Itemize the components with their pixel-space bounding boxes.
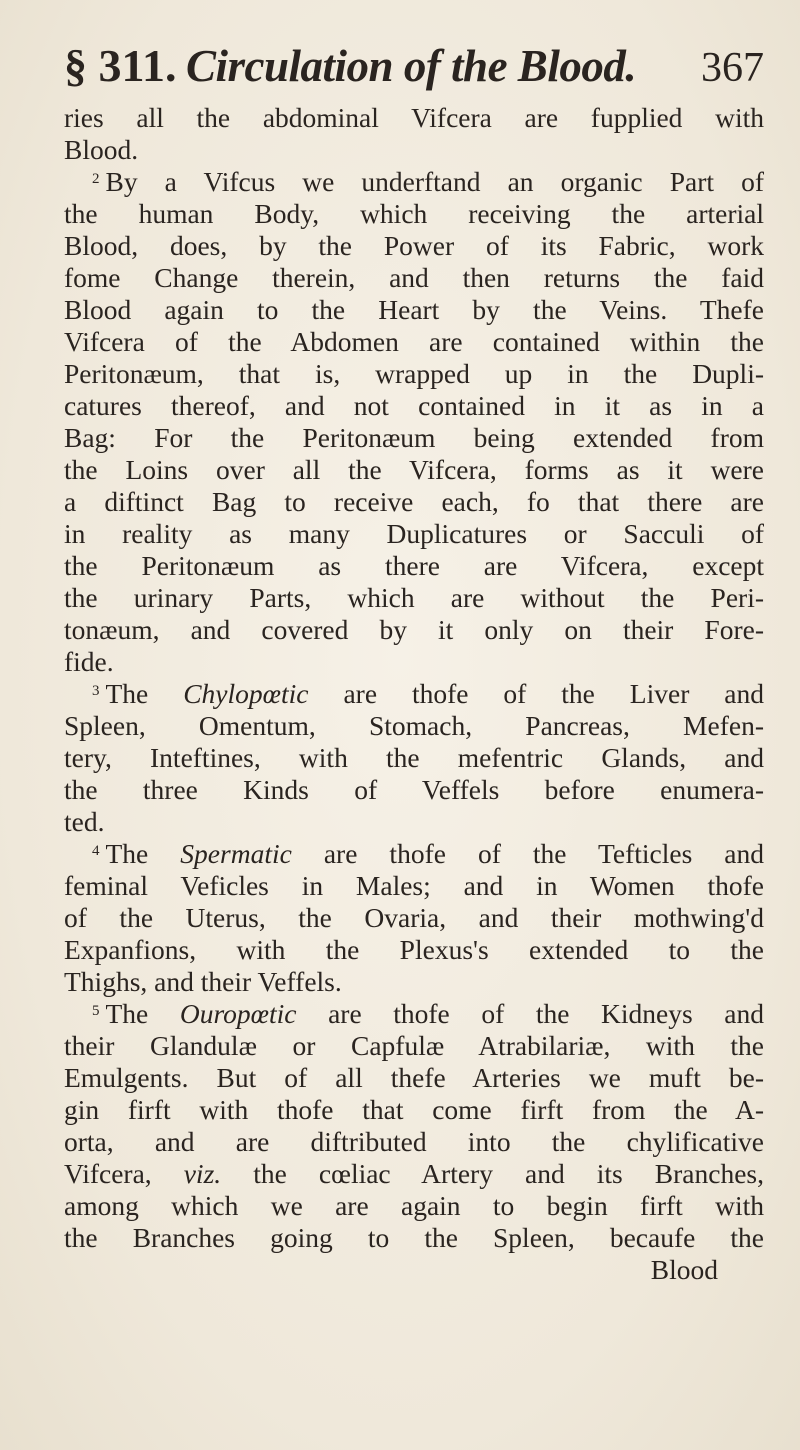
- text-line: in reality as many Duplicatures or Sacculi of: [64, 518, 764, 549]
- page-number: 367: [701, 45, 764, 91]
- text-line: their Glandulæ or Capfulæ Atrabilariæ, with the: [64, 1030, 764, 1061]
- text-span: The: [105, 838, 149, 869]
- text-line: Peritonæum, that is, wrapped up in the Dupli-: [64, 358, 764, 389]
- text-line: ries all the abdominal Vifcera are fupplied with: [64, 102, 764, 133]
- text-line: the Peritonæum as there are Vifcera, except: [64, 550, 764, 581]
- text-line: the urinary Parts, which are without the Peri-: [64, 582, 764, 613]
- text-line: Thighs, and their Veffels.: [64, 966, 342, 997]
- text-span: are thofe of the Tefticles and: [323, 838, 764, 869]
- text-line: the Branches going to the Spleen, becaufe the: [64, 1222, 764, 1253]
- catchword: [64, 1254, 764, 1286]
- footnote-marker: 4: [92, 843, 100, 859]
- text-line: fome Change therein, and then returns the faid: [64, 262, 764, 293]
- footnote-marker: 5: [92, 1003, 100, 1019]
- footnote-2-start: [64, 166, 764, 198]
- footnote-marker: 3: [92, 683, 100, 699]
- section-number: § 311.: [64, 40, 177, 91]
- text-span: By a Vifcus we underftand an organic Part of: [105, 166, 764, 197]
- text-line: Expanfions, with the Plexus's extended to the: [64, 934, 764, 965]
- text-line: feminal Veficles in Males; and in Women thofe: [64, 870, 764, 901]
- body-text: [64, 102, 764, 1286]
- text-span: Vifcera,: [64, 1158, 152, 1189]
- text-line: catures thereof, and not contained in it as in a: [64, 390, 764, 421]
- text-line: of the Uterus, the Ovaria, and their mothwing'd: [64, 902, 764, 933]
- running-title: Circulation of the Blood.: [186, 41, 637, 91]
- term-ouropoetic: Ouropœtic: [179, 998, 297, 1029]
- text-line: Blood again to the Heart by the Veins. Thefe: [64, 294, 764, 325]
- footnote-5-start: [64, 998, 764, 1030]
- footnote-marker: 2: [92, 171, 100, 187]
- text-line: tonæum, and covered by it only on their Fore-: [64, 614, 764, 645]
- text-line: Vifcera of the Abdomen are contained within the: [64, 326, 764, 357]
- term-viz: viz.: [183, 1158, 222, 1189]
- text-line: tery, Inteftines, with the mefentric Glands, and: [64, 742, 764, 773]
- text-span: The: [105, 998, 149, 1029]
- text-line: Bag: For the Peritonæum being extended from: [64, 422, 764, 453]
- text-line: Blood.: [64, 134, 139, 165]
- text-line: fide.: [64, 646, 114, 677]
- text-span: the cœliac Artery and its Branches,: [253, 1158, 764, 1189]
- text-span: are thofe of the Kidneys and: [328, 998, 764, 1029]
- text-line: a diftinct Bag to receive each, fo that there are: [64, 486, 764, 517]
- text-line: [64, 1158, 764, 1190]
- text-line: the human Body, which receiving the arterial: [64, 198, 764, 229]
- text-span: The: [105, 678, 149, 709]
- text-span: are thofe of the Liver and: [343, 678, 764, 709]
- text-line: Spleen, Omentum, Stomach, Pancreas, Mefen-: [64, 710, 764, 741]
- text-line: ted.: [64, 806, 105, 837]
- term-chylopoetic: Chylopœtic: [183, 678, 309, 709]
- term-spermatic: Spermatic: [180, 838, 292, 869]
- text-line: Blood, does, by the Power of its Fabric, work: [64, 230, 764, 261]
- text-line: Emulgents. But of all thefe Arteries we muft be-: [64, 1062, 764, 1093]
- text-line: gin firft with thofe that come firft from the A-: [64, 1094, 764, 1125]
- footnote-4-start: [64, 838, 764, 870]
- text-line: among which we are again to begin firft with: [64, 1190, 764, 1221]
- text-line: the three Kinds of Veffels before enumera-: [64, 774, 764, 805]
- text-line: the Loins over all the Vifcera, forms as it were: [64, 454, 764, 485]
- footnote-3-start: [64, 678, 764, 710]
- text-line: orta, and are diftributed into the chylificative: [64, 1126, 764, 1157]
- running-header: [64, 36, 764, 96]
- catchword-text: Blood: [650, 1254, 718, 1285]
